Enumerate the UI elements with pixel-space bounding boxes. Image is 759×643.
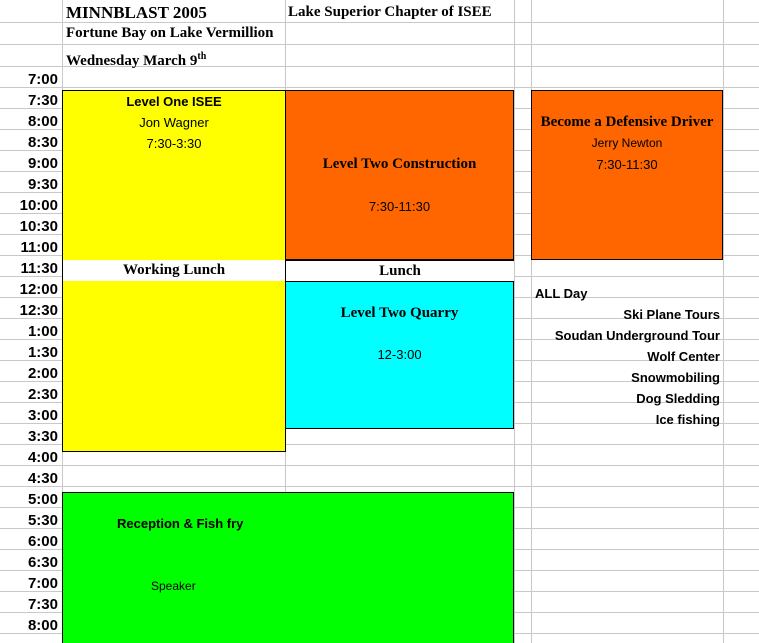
time-label: 9:00	[27, 155, 58, 172]
time-label: 1:30	[27, 344, 58, 361]
time-label: 3:00	[27, 407, 58, 424]
grid-col-line	[514, 0, 515, 643]
lunch-label: Lunch	[286, 260, 514, 282]
time-label: 7:00	[27, 71, 58, 88]
activity-item: Wolf Center	[647, 349, 720, 364]
time-label: 12:00	[19, 281, 58, 298]
event-location: Fortune Bay on Lake Vermillion	[66, 25, 274, 41]
session-instructor: Jon Wagner	[139, 115, 209, 130]
time-label: 7:30	[27, 596, 58, 613]
session-instructor: Jerry Newton	[591, 136, 663, 150]
time-label: 9:30	[27, 176, 58, 193]
event-date: Wednesday March 9th	[66, 51, 207, 69]
time-label: 7:30	[27, 92, 58, 109]
time-label: 2:00	[27, 365, 58, 382]
grid-col-line	[723, 0, 724, 643]
time-label: 11:00	[20, 239, 58, 256]
time-label: 6:30	[27, 554, 58, 571]
session-title: Reception & Fish fry	[117, 516, 244, 531]
session-level-two-quarry[interactable]	[285, 281, 514, 429]
chapter-name: Lake Superior Chapter of ISEE	[288, 4, 492, 20]
activity-item: Ski Plane Tours	[623, 307, 720, 322]
session-level-two-construction[interactable]	[285, 90, 514, 260]
session-title: Level Two Construction	[322, 156, 477, 172]
time-label: 3:30	[27, 428, 58, 445]
time-label: 10:30	[19, 218, 58, 235]
session-time: 7:30-3:30	[146, 136, 202, 151]
time-label: 1:00	[27, 323, 58, 340]
activity-item: Soudan Underground Tour	[554, 328, 720, 343]
time-label: 2:30	[27, 386, 58, 403]
grid-row-line	[0, 87, 759, 88]
activity-item: Dog Sledding	[636, 391, 720, 406]
session-defensive-driver[interactable]	[531, 90, 723, 260]
working-lunch-label: Working Lunch	[63, 260, 285, 281]
time-label: 4:30	[27, 470, 58, 487]
session-time: 7:30-11:30	[368, 199, 431, 214]
activity-item: Snowmobiling	[631, 370, 720, 385]
activity-item: Ice fishing	[655, 412, 720, 427]
time-label: 8:00	[27, 113, 58, 130]
time-label: 12:30	[19, 302, 58, 319]
session-speaker: Speaker	[151, 579, 196, 593]
grid-row-line	[0, 486, 759, 487]
time-label: 11:30	[20, 260, 58, 277]
time-label: 8:30	[27, 134, 58, 151]
time-label: 5:00	[27, 491, 58, 508]
session-time: 7:30-11:30	[596, 157, 658, 172]
grid-row-line	[0, 44, 759, 45]
session-title: Level Two Quarry	[340, 305, 459, 321]
session-title: Become a Defensive Driver	[540, 114, 714, 130]
grid-row-line	[0, 465, 759, 466]
time-label: 6:00	[27, 533, 58, 550]
all-day-label: ALL Day	[535, 286, 588, 301]
session-title: Level One ISEE	[126, 94, 222, 109]
time-label: 8:00	[27, 617, 58, 634]
time-label: 4:00	[27, 449, 58, 466]
session-reception-fish-fry[interactable]	[62, 492, 514, 643]
time-label: 7:00	[27, 575, 58, 592]
event-title: MINNBLAST 2005	[66, 3, 207, 22]
time-label: 10:00	[19, 197, 58, 214]
time-label: 5:30	[27, 512, 58, 529]
session-time: 12-3:00	[377, 347, 422, 362]
